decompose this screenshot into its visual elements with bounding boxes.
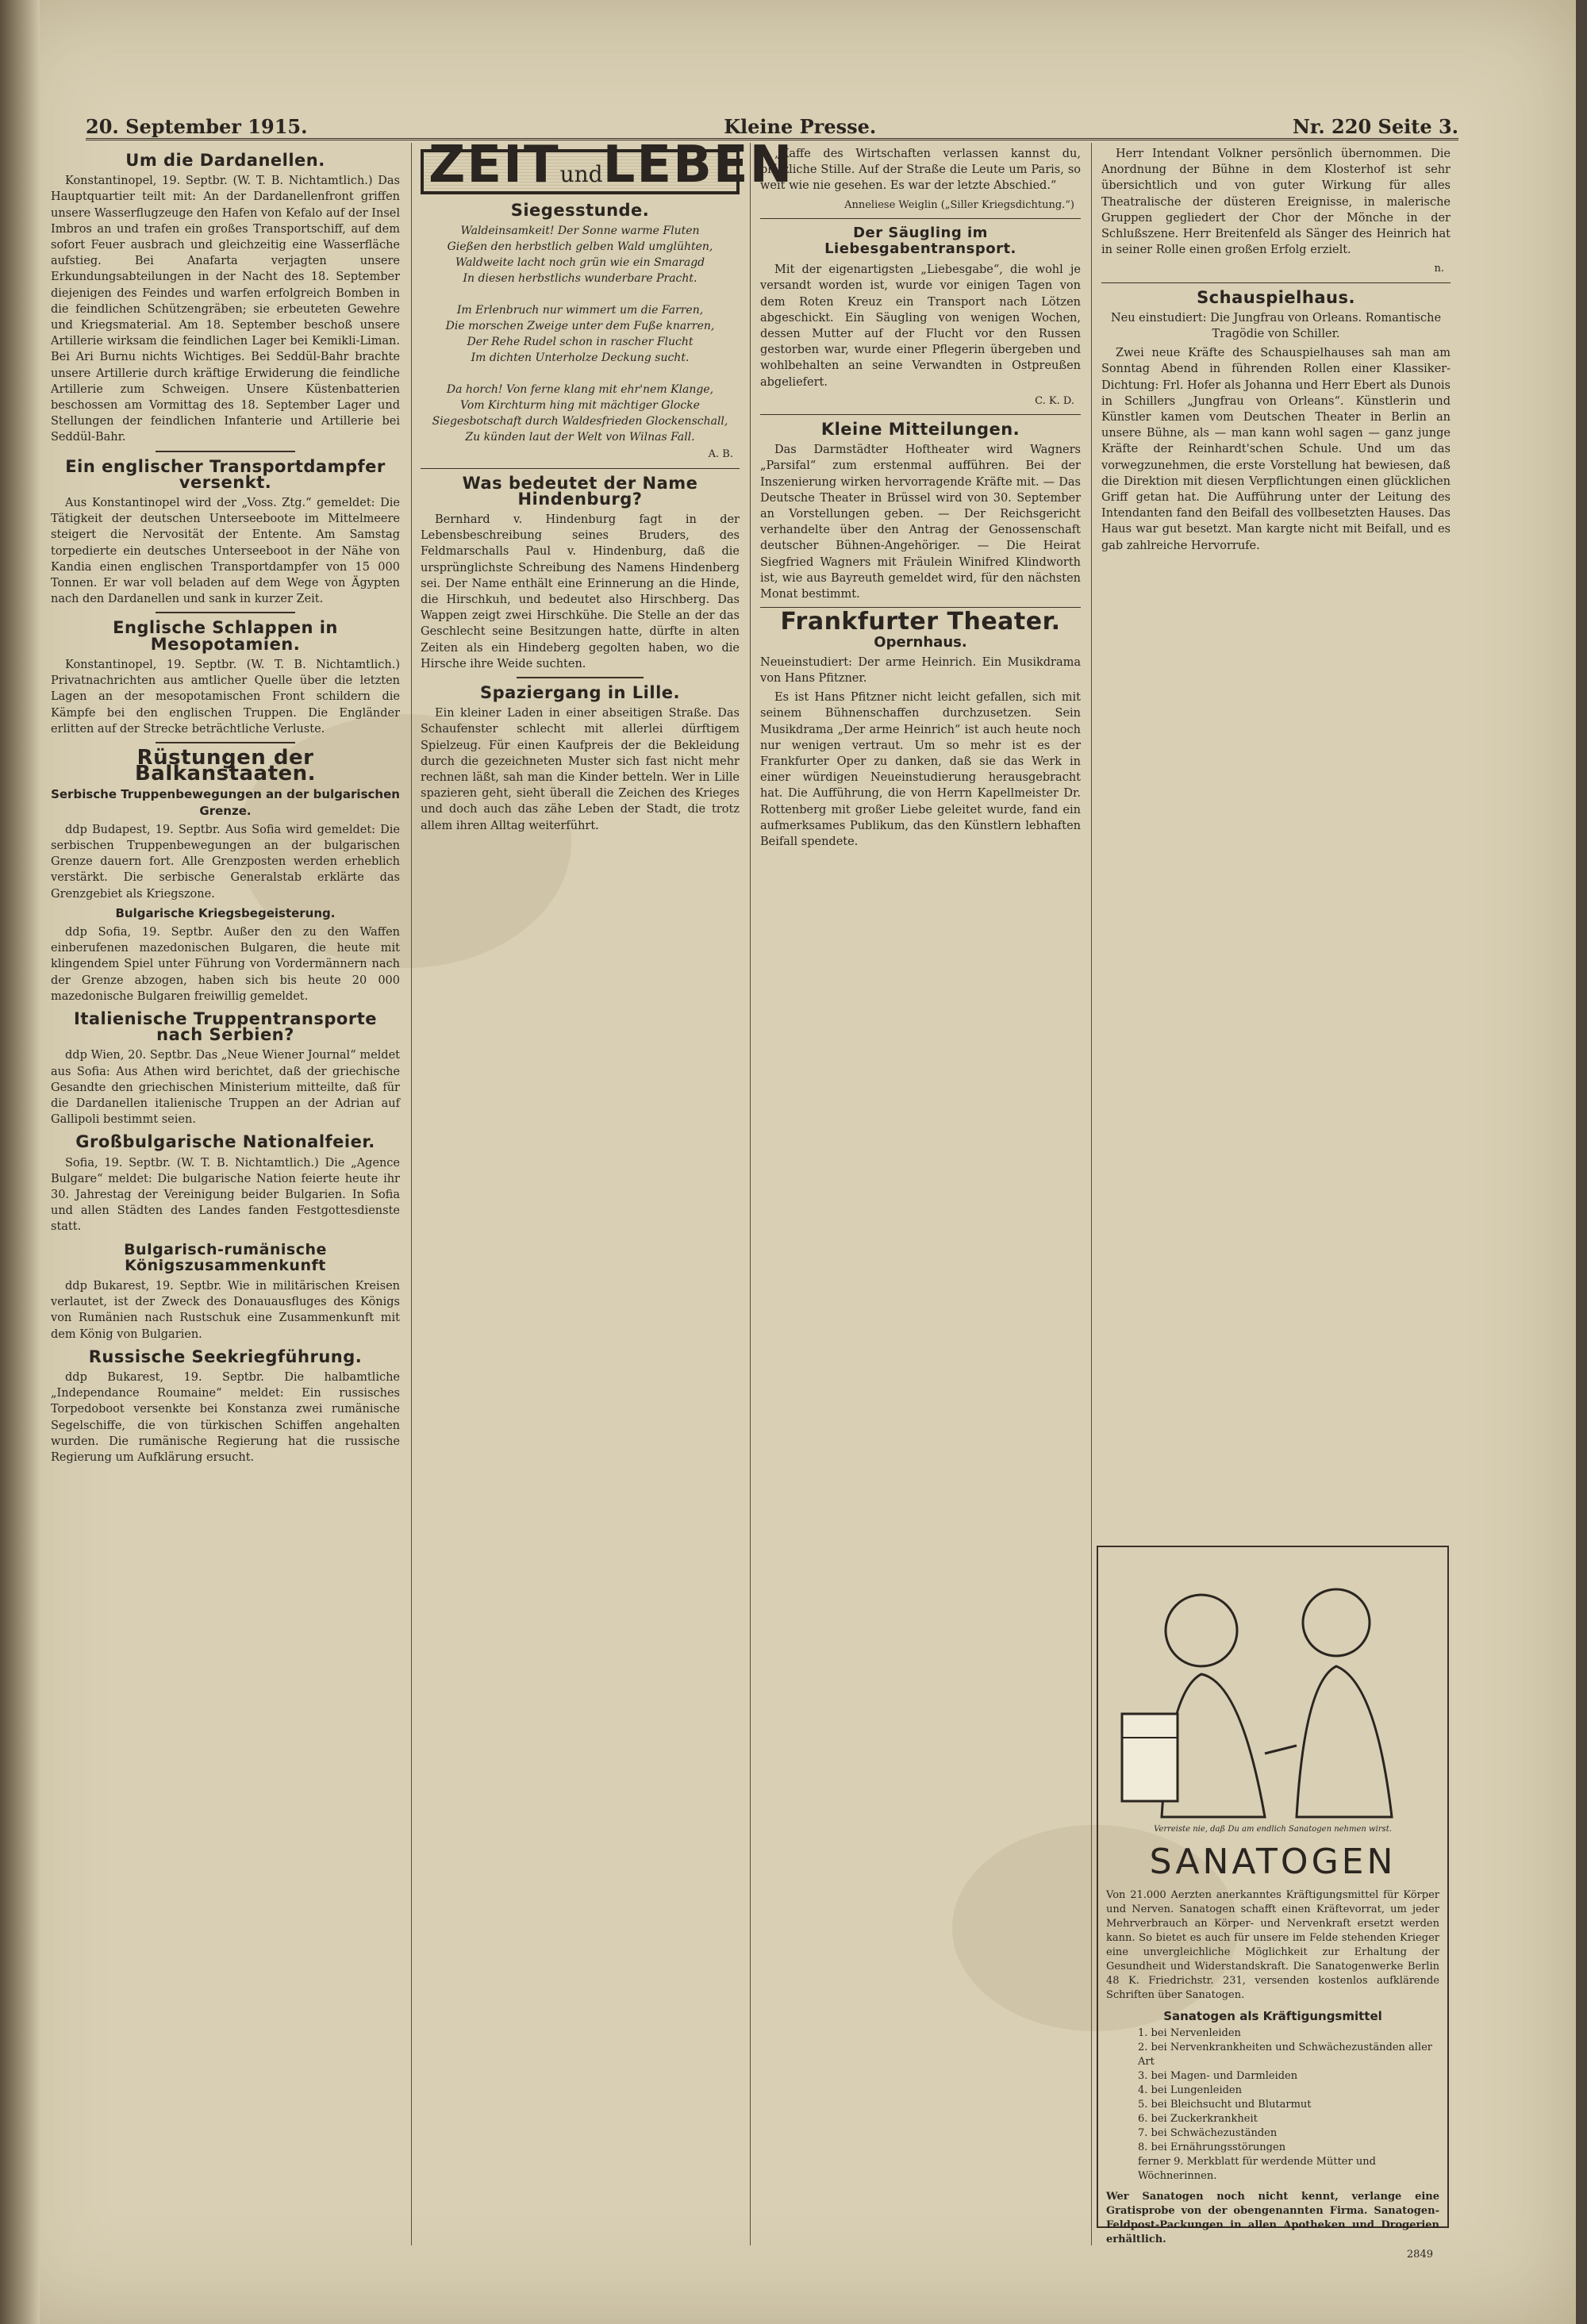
zeit-und-leben-logo: ZEITundLEBEN xyxy=(421,149,740,194)
article-title: Ein englischer Transportdampfer versenkt. xyxy=(65,456,386,492)
article-lead: Neu einstudiert: Die Jungfrau von Orleans. Romantische Tragödie von Schiller. xyxy=(1110,311,1442,341)
article-lead: Neueinstudiert: Der arme Heinrich. Ein Musikdrama von Hans Pfitzner. xyxy=(760,655,1081,685)
article-title: Um die Dardanellen. xyxy=(125,151,325,170)
article-title: Italienische Truppentransporte nach Serbien? xyxy=(74,1008,377,1045)
article-text: „Kaffe des Wirtschaften verlassen kannst du, plötzliche Stille. Auf der Straße die Leute um Paris, so weit wie nie gesehen. Es war der letzte Abschied.“ xyxy=(760,148,1081,193)
header-paper-name: Kleine Presse. xyxy=(724,115,877,138)
column-3 xyxy=(760,146,1081,2241)
poem-signature: A. B. xyxy=(708,448,733,461)
ad-brand: SANATOGEN xyxy=(1149,1842,1397,1882)
list-item: 6. bei Zuckerkrankheit xyxy=(1138,2113,1258,2125)
binding-gutter xyxy=(0,0,40,2324)
article-subtitle: Bulgarische Kriegsbegeisterung. xyxy=(115,905,336,920)
ad-subtitle: Sanatogen als Kräftigungsmittel xyxy=(1163,2009,1382,2023)
article-text: Bernhard v. Hindenburg fagt in der Lebensbeschreibung seines Bruders, des Feldmarschalls Paul v. Hindenburg, daß die ursprünglichste Schreibung des Namens Hindenberg sei. Der Name enthält eine Erinnerung an die Hinde, die Hirschkuh, und bedeutet also Hirschberg. Das Wappen zeigt zwei Hirschkühe. Die Stelle an der das Geschlecht seine Besitzungen hatte, dürfte in alten Zeiten als ein Hindeberg gegolten haben, wo die Hirsche ihre Weide suchten. xyxy=(421,513,740,670)
article-title: Kleine Mitteilungen. xyxy=(820,420,1020,440)
list-item: 4. bei Lungenleiden xyxy=(1138,2084,1243,2096)
list-item: 1. bei Nervenleiden xyxy=(1138,2027,1241,2039)
poem-text: Waldeinsamkeit! Der Sonne warme Fluten Gießen den herbstlich gelben Wald umglühten, Waldweite lacht noch grün wie ein Smaragd In diesen herbstlichs wunderbare Pracht. Im Erlenbruch nur wimmert um die Farren, Die morschen Zweige unter dem Fuße knarren, Der Rehe Rudel schon in rascher Flucht Im dichten Unterholze Deckung sucht. Da horch! Von ferne klang mit ehr'nem Klange, Vom Kirchturm hing mit mächtiger Glocke Siegesbotschaft durch Waldesfrieden Glockenschall, Zu künden laut der Welt von Wilnas Fall. xyxy=(432,225,728,444)
article-signature: Anneliese Weiglin („Siller Kriegsdichtung.“) xyxy=(844,198,1074,211)
page-edge xyxy=(1576,0,1587,2324)
ad-caption: Verreiste nie, daß Du am endlich Sanatogen nehmen wirst. xyxy=(1154,1825,1392,1834)
list-item: 8. bei Ernährungsstörungen xyxy=(1138,2142,1286,2153)
article-text: Aus Konstantinopel wird der „Voss. Ztg.“ gemeldet: Die Tätigkeit der deutschen Unterseeboote im Mittelmeere steigert die Nervosität der Entente. Am Samstag torpedierte ein deutsches Unterseeboot in der Nähe von Kandia einen englischen Transportdampfer von 15 000 Tonnen. Er war voll beladen auf dem Wege von Ägypten nach den Dardanellen und sank in kurzer Zeit. xyxy=(51,497,400,606)
article-signature: C. K. D. xyxy=(1035,394,1074,407)
article-title: Spaziergang in Lille. xyxy=(480,683,680,703)
list-item: 3. bei Magen- und Darmleiden xyxy=(1138,2070,1298,2082)
article-text: Es ist Hans Pfitzner nicht leicht gefallen, sich mit seinem Bühnenschaffen durchzusetzen. Sein Musikdrama „Der arme Heinrich“ ist auch heute noch nur wenigen vertraut. Um so mehr ist es der Frankfurter Oper zu danken, daß sie das Werk in einer würdigen Neueinstudierung herausgebracht hat. Die Aufführung, die von Herrn Kapellmeister Dr. Rottenberg mit großer Liebe geleitet wurde, fand ein aufmerksames Publikum, das den Künstlern lebhaften Beifall spendete. xyxy=(760,691,1081,848)
article-text: Herr Intendant Volkner persönlich übernommen. Die Anordnung der Bühne in dem Klosterhof ist sehr übersichtlich und von guter Wirkung für alles Theatralische der düsteren Ereignisse, in malerische Gruppen gegliedert der Chor der Mönche in der Schlußszene. Herr Breitenfeld als Sänger des Heinrich hat in seiner Rolle einen großen Erfolg erzielt. xyxy=(1101,148,1451,257)
column-1 xyxy=(51,146,400,2241)
article-text: Sofia, 19. Septbr. (W. T. B. Nichtamtlich.) Die „Agence Bulgare“ meldet: Die bulgarische Nation feierte heute ihr 30. Jahrestag der Vereinigung beider Bulgarien. In Sofia und allen Städten des Landes fanden Festgottesdienste statt. xyxy=(51,1156,400,1234)
article-text: Mit der eigenartigsten „Liebesgabe“, die wohl je versandt worden ist, wurde vor einigen Tagen von dem Roten Kreuz ein Transport nach Lötzen abgeschickt. Ein Säugling von wenigen Wochen, dessen Mutter auf der Flucht vor den Russen gestorben war, wurde einer Pflegerin übergeben und wohlbehalten an seine Verwandten in Ostpreußen abgeliefert. xyxy=(760,263,1081,389)
article-title: Englische Schlappen in Mesopotamien. xyxy=(113,618,338,654)
sanatogen-advertisement xyxy=(1097,1546,1449,2261)
poem-title: Siegesstunde. xyxy=(510,201,650,221)
article-title: Der Säugling im Liebesgabentransport. xyxy=(824,224,1016,258)
ad-footer: Wer Sanatogen noch nicht kennt, verlange eine Gratisprobe von der obengenannten Firma. Sanatogen-Feldpost-Packungen in allen Apotheken und Drogerien erhältlich. xyxy=(1106,2191,1439,2245)
article-title: Rüstungen der Balkanstaaten. xyxy=(134,745,317,786)
article-text: ddp Budapest, 19. Septbr. Aus Sofia wird gemeldet: Die serbischen Truppenbewegungen an der bulgarischen Grenze dauern fort. Alle Grenzposten werden erheblich verstärkt. Die serbische Generalstab erklärte das Grenzgebiet als Kriegszone. xyxy=(51,823,400,901)
ad-illustration xyxy=(1106,1555,1439,1825)
article-title: Schauspielhaus. xyxy=(1197,287,1355,307)
list-item: 2. bei Nervenkrankheiten und Schwächezuständen aller Art xyxy=(1138,2042,1432,2068)
article-text: ddp Sofia, 19. Septbr. Außer den zu den Waffen einberufenen mazedonischen Bulgaren, die heute mit klingendem Spiel unter Führung von Vordermännern nach der Grenze abzogen, haben sich bis heute 20 000 mazedonische Bulgaren freiwillig gemeldet. xyxy=(51,925,400,1003)
article-title: Großbulgarische Nationalfeier. xyxy=(75,1132,375,1152)
article-title: Was bedeutet der Name Hindenburg? xyxy=(462,473,698,509)
article-title: Frankfurter Theater. xyxy=(780,608,1061,636)
header-issue: Nr. 220 Seite 3. xyxy=(1292,115,1458,138)
ad-code: 2849 xyxy=(1406,2249,1433,2261)
article-text: Konstantinopel, 19. Septbr. (W. T. B. Nichtamtlich.) Privatnachrichten aus amtlicher Quelle über die letzten Lagen an der mesopotamischen Front schildern die Kämpfe bei den englischen Truppen. Die Engländer erlitten auf der Strecke beträchtliche Verluste. xyxy=(51,658,400,736)
column-4 xyxy=(1101,146,1451,1535)
header-date: 20. September 1915. xyxy=(86,115,308,138)
list-item: 5. bei Bleichsucht und Blutarmut xyxy=(1138,2099,1312,2111)
article-subtitle: Serbische Truppenbewegungen an der bulgarischen Grenze. xyxy=(51,787,400,818)
article-title: Russische Seekriegführung. xyxy=(88,1346,363,1366)
list-item: ferner 9. Merkblatt für werdende Mütter und Wöchnerinnen. xyxy=(1138,2156,1376,2182)
column-2 xyxy=(421,136,794,2241)
article-subtitle: Opernhaus. xyxy=(874,634,967,651)
article-text: ddp Wien, 20. Septbr. Das „Neue Wiener Journal“ meldet aus Sofia: Aus Athen wird berichtet, daß der griechische Gesandte den griechischen Ministerium mitteilte, daß für die Dardanellen italienische Truppen an der Adrian auf Gallipoli bestimmt seien. xyxy=(51,1049,400,1127)
ad-list xyxy=(1138,2026,1439,2184)
list-item: 7. bei Schwächezuständen xyxy=(1138,2127,1278,2139)
article-title: Bulgarisch-rumänische Königszusammenkunft xyxy=(124,1240,327,1274)
article-text: Das Darmstädter Hoftheater wird Wagners „Parsifal“ zum erstenmal aufführen. Bei der Inszenierung wirken hervorragende Kräfte mit. — Das Deutsche Theater in Brüssel wird von 30. September an Vorstellungen geben. — Der Reichsgericht verhandelte über den Antrag der Genossenschaft deutscher Bühnen-Angehöriger. — Die Heirat Siegfried Wagners mit Fräulein Winifred Klindworth ist, wie aus Bayreuth gemeldet wird, für den nächsten Monat bestimmt. xyxy=(760,444,1081,601)
article-text: ddp Bukarest, 19. Septbr. Die halbamtliche „Independance Roumaine“ meldet: Ein russisches Torpedoboot versenkte bei Konstanza zwei rumänische Segelschiffe, die von türkischen Schiffen angehalten wurden. Die rumänische Regierung hat die russische Regierung um Aufklärung ersucht. xyxy=(51,1371,400,1465)
article-text: Ein kleiner Laden in einer abseitigen Straße. Das Schaufenster schlecht mit allerlei dürftigem Spielzeug. Für einen Kaufpreis der die Bekleidung durch die gezeichneten Muster sich fast nicht mehr rechnen läßt, sah man die Kinder betteln. Wer in Lille spazieren geht, sieht überall die Zeichen des Krieges und doch auch das zähe Leben der Stadt, die trotz allem ihren Alltag weiterführt. xyxy=(421,707,740,832)
ad-text: Von 21.000 Aerzten anerkanntes Kräftigungsmittel für Körper und Nerven. Sanatogen schafft einen Kräftevorrat, um jeder Mehrverbrauch an Körper- und Nervenkraft ersetzt werden kann. So bietet es auch für unsere im Felde stehenden Krieger eine unvergleichliche Möglichkeit zur Erhaltung der Gesundheit und Widerstandskraft. Die Sanatogenwerke Berlin 48 K. Friedrichstr. 231, versenden kostenlos aufklärende Schriften über Sanatogen. xyxy=(1106,1889,1439,2001)
article-text: Konstantinopel, 19. Septbr. (W. T. B. Nichtamtlich.) Das Hauptquartier teilt mit: An der Dardanellenfront griffen unsere Wasserflugzeuge den Hafen von Kefalo auf der Insel Imbros an und trafen ein großes Transportschiff, auf dem sofort Feuer ausbrach und gleichzeitig eine Wasserfläche aufstieg. Bei Anafarta verjagten unsere Erkundungsabteilungen in der Nacht des 18. September diejenigen des Feindes und warfen erfolgreich Bomben in die feindlichen Schützengräben; sie erbeuteten Gewehre und Kriegsmaterial. Am 18. September beschoß unsere Artillerie wirksam die feindlichen Lager bei Kemikli-Liman. Bei Ari Burnu nichts Wichtiges. Bei Seddül-Bahr brachte unsere Artillerie durch kräftige Erwiderung die feindliche Artillerie zum Schweigen. Unsere Küstenbatterien beschossen am Vormittag des 18. September Lager und Stellungen der feindlichen Infanterie und Artillerie bei Seddül-Bahr. xyxy=(51,175,400,444)
article-signature: n. xyxy=(1434,263,1444,275)
article-text: ddp Bukarest, 19. Septbr. Wie in militärischen Kreisen verlautet, ist der Zweck des Donauausfluges des Königs von Rumänien nach Rustschuk eine Zusammenkunft mit dem König von Bulgarien. xyxy=(51,1280,400,1341)
article-text: Zwei neue Kräfte des Schauspielhauses sah man am Sonntag Abend in führenden Rollen einer Klassiker-Dichtung: Frl. Hofer als Johanna und Herr Ebert als Dunois in Schillers „Jungfrau von Orleans“. Künstlerin und Künstler kamen vom Deutschen Theater in Berlin an unsere Bühne, als — man kann wohl sagen — ganz junge Kräfte der Reinhardt'schen Schule. Und um das vorwegzunehmen, die erste Vorstellung hat bewiesen, daß die Direktion mit diesen Verpflichtungen einen glücklichen Griff getan hat. Die Aufführung unter der Leitung des Intendanten fand den Beifall des vollbesetzten Hauses. Das Haus war gut besetzt. Man kargte nicht mit Beifall, und es gab zahlreiche Hervorrufe. xyxy=(1101,347,1451,552)
